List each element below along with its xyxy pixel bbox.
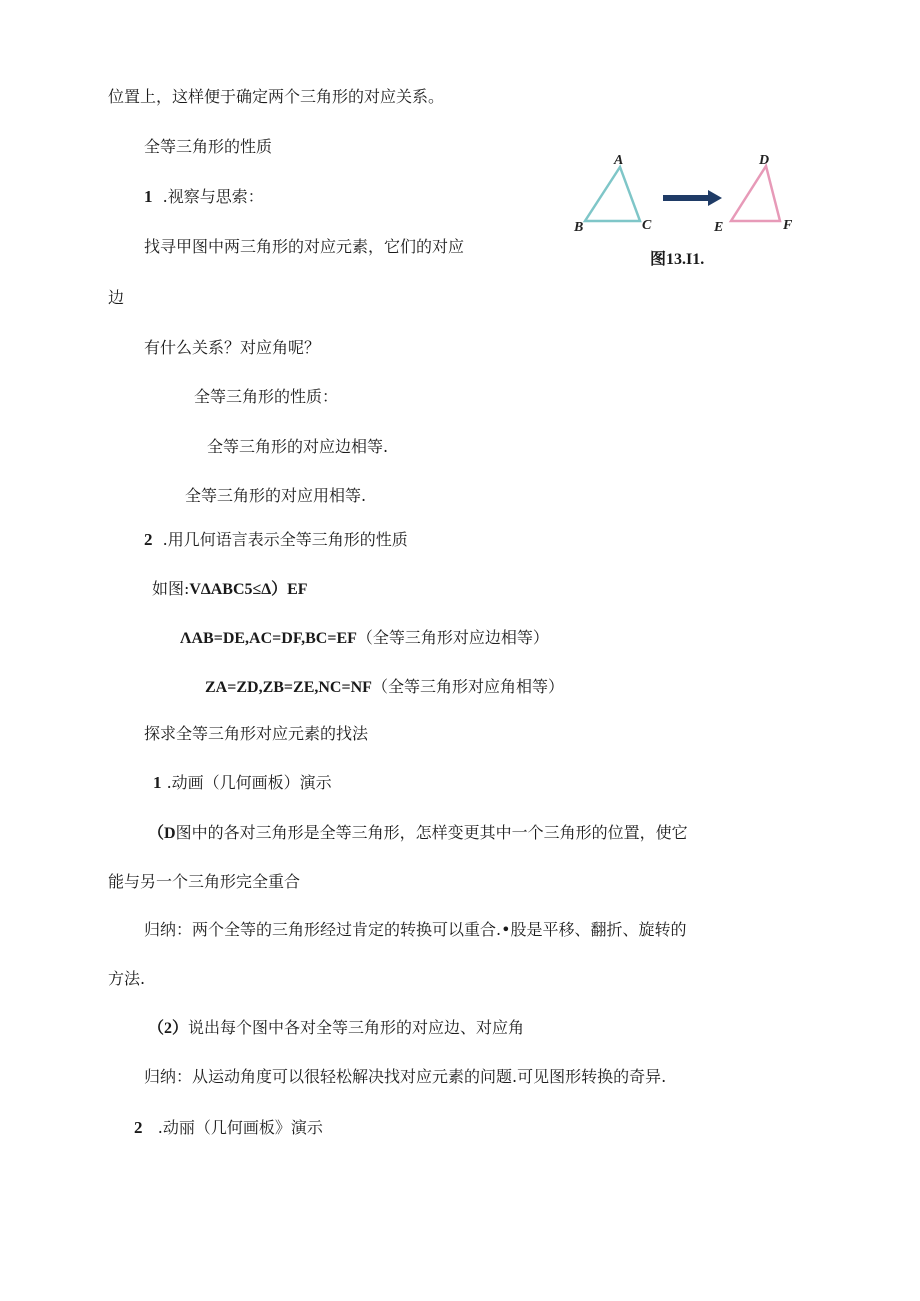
vertex-label-c: C (642, 218, 652, 233)
text-line (148, 1018, 524, 1039)
text-line: 归纳：从运动角度可以很轻松解决找对应元素的问题.可见图形转换的奇异. (144, 1067, 667, 1086)
item-text: .动画（几何画板）演示 (166, 773, 332, 792)
vertex-label-f: F (783, 218, 793, 233)
item-number: 2 (134, 1118, 143, 1137)
item-number: 2 (144, 530, 153, 549)
math-expression: ZA=ZD,ZB=ZE,NC=NF (205, 679, 372, 696)
triangle-def (731, 166, 780, 221)
triangle-figure (568, 150, 808, 240)
section-heading: 探求全等三角形对应元素的找法 (144, 724, 369, 743)
math-note: （全等三角形对应角相等） (371, 677, 564, 696)
item-number: 1 (153, 773, 162, 792)
math-note: （全等三角形对应边相等） (356, 628, 549, 647)
text-line: 能与另一个三角形完全重合 (108, 872, 301, 891)
item-text: .用几何语言表示全等三角形的性质 (162, 530, 408, 549)
arrow-icon (663, 190, 722, 206)
text-line: 归纳：两个全等的三角形经过肯定的转换可以重合.•股是平移、翻折、旋转的 (144, 920, 687, 939)
triangle-abc (585, 167, 640, 221)
text-line: 全等三角形的对应用相等. (185, 486, 367, 505)
vertex-label-b: B (574, 220, 584, 235)
figure-caption: 图13.I1. (650, 251, 705, 268)
item-text: .视察与思索： (162, 187, 264, 206)
list-item (144, 187, 264, 207)
text-line: 方法. (108, 969, 146, 988)
math-line (152, 579, 308, 600)
item-prefix: （D (148, 825, 176, 842)
list-item (153, 773, 332, 793)
list-item (144, 530, 408, 550)
text-line: 位置上，这样便于确定两个三角形的对应关系。 (108, 87, 445, 106)
item-text: 说出每个图中各对全等三角形的对应边、对应角 (188, 1018, 525, 1037)
text-line: 找寻甲图中两三角形的对应元素，它们的对应 (144, 237, 465, 256)
text-line: 边 (108, 288, 125, 307)
vertex-label-e: E (714, 220, 724, 235)
vertex-label-d: D (759, 153, 770, 168)
triangle-diagram (568, 150, 808, 240)
math-prefix: 如图: (152, 579, 190, 598)
math-line (205, 677, 564, 698)
vertex-label-a: A (614, 153, 624, 168)
item-number: 1 (144, 187, 153, 206)
math-expression: V∆ABC5≤∆）EF (189, 581, 308, 598)
section-heading: 全等三角形的性质 (144, 137, 273, 156)
text-line: 全等三角形的性质： (194, 387, 339, 406)
math-line (180, 628, 549, 649)
list-item (134, 1118, 323, 1138)
item-text: .动丽（几何画板》演示 (157, 1118, 323, 1137)
text-line: 有什么关系？对应角呢？ (144, 338, 321, 357)
text-line (148, 823, 688, 844)
text-line: 全等三角形的对应边相等. (207, 437, 389, 456)
item-text: 图中的各对三角形是全等三角形，怎样变更其中一个三角形的位置，使它 (175, 823, 688, 842)
math-expression: ΛAB=DE,AC=DF,BC=EF (180, 630, 357, 647)
item-prefix: （2） (148, 1020, 189, 1037)
